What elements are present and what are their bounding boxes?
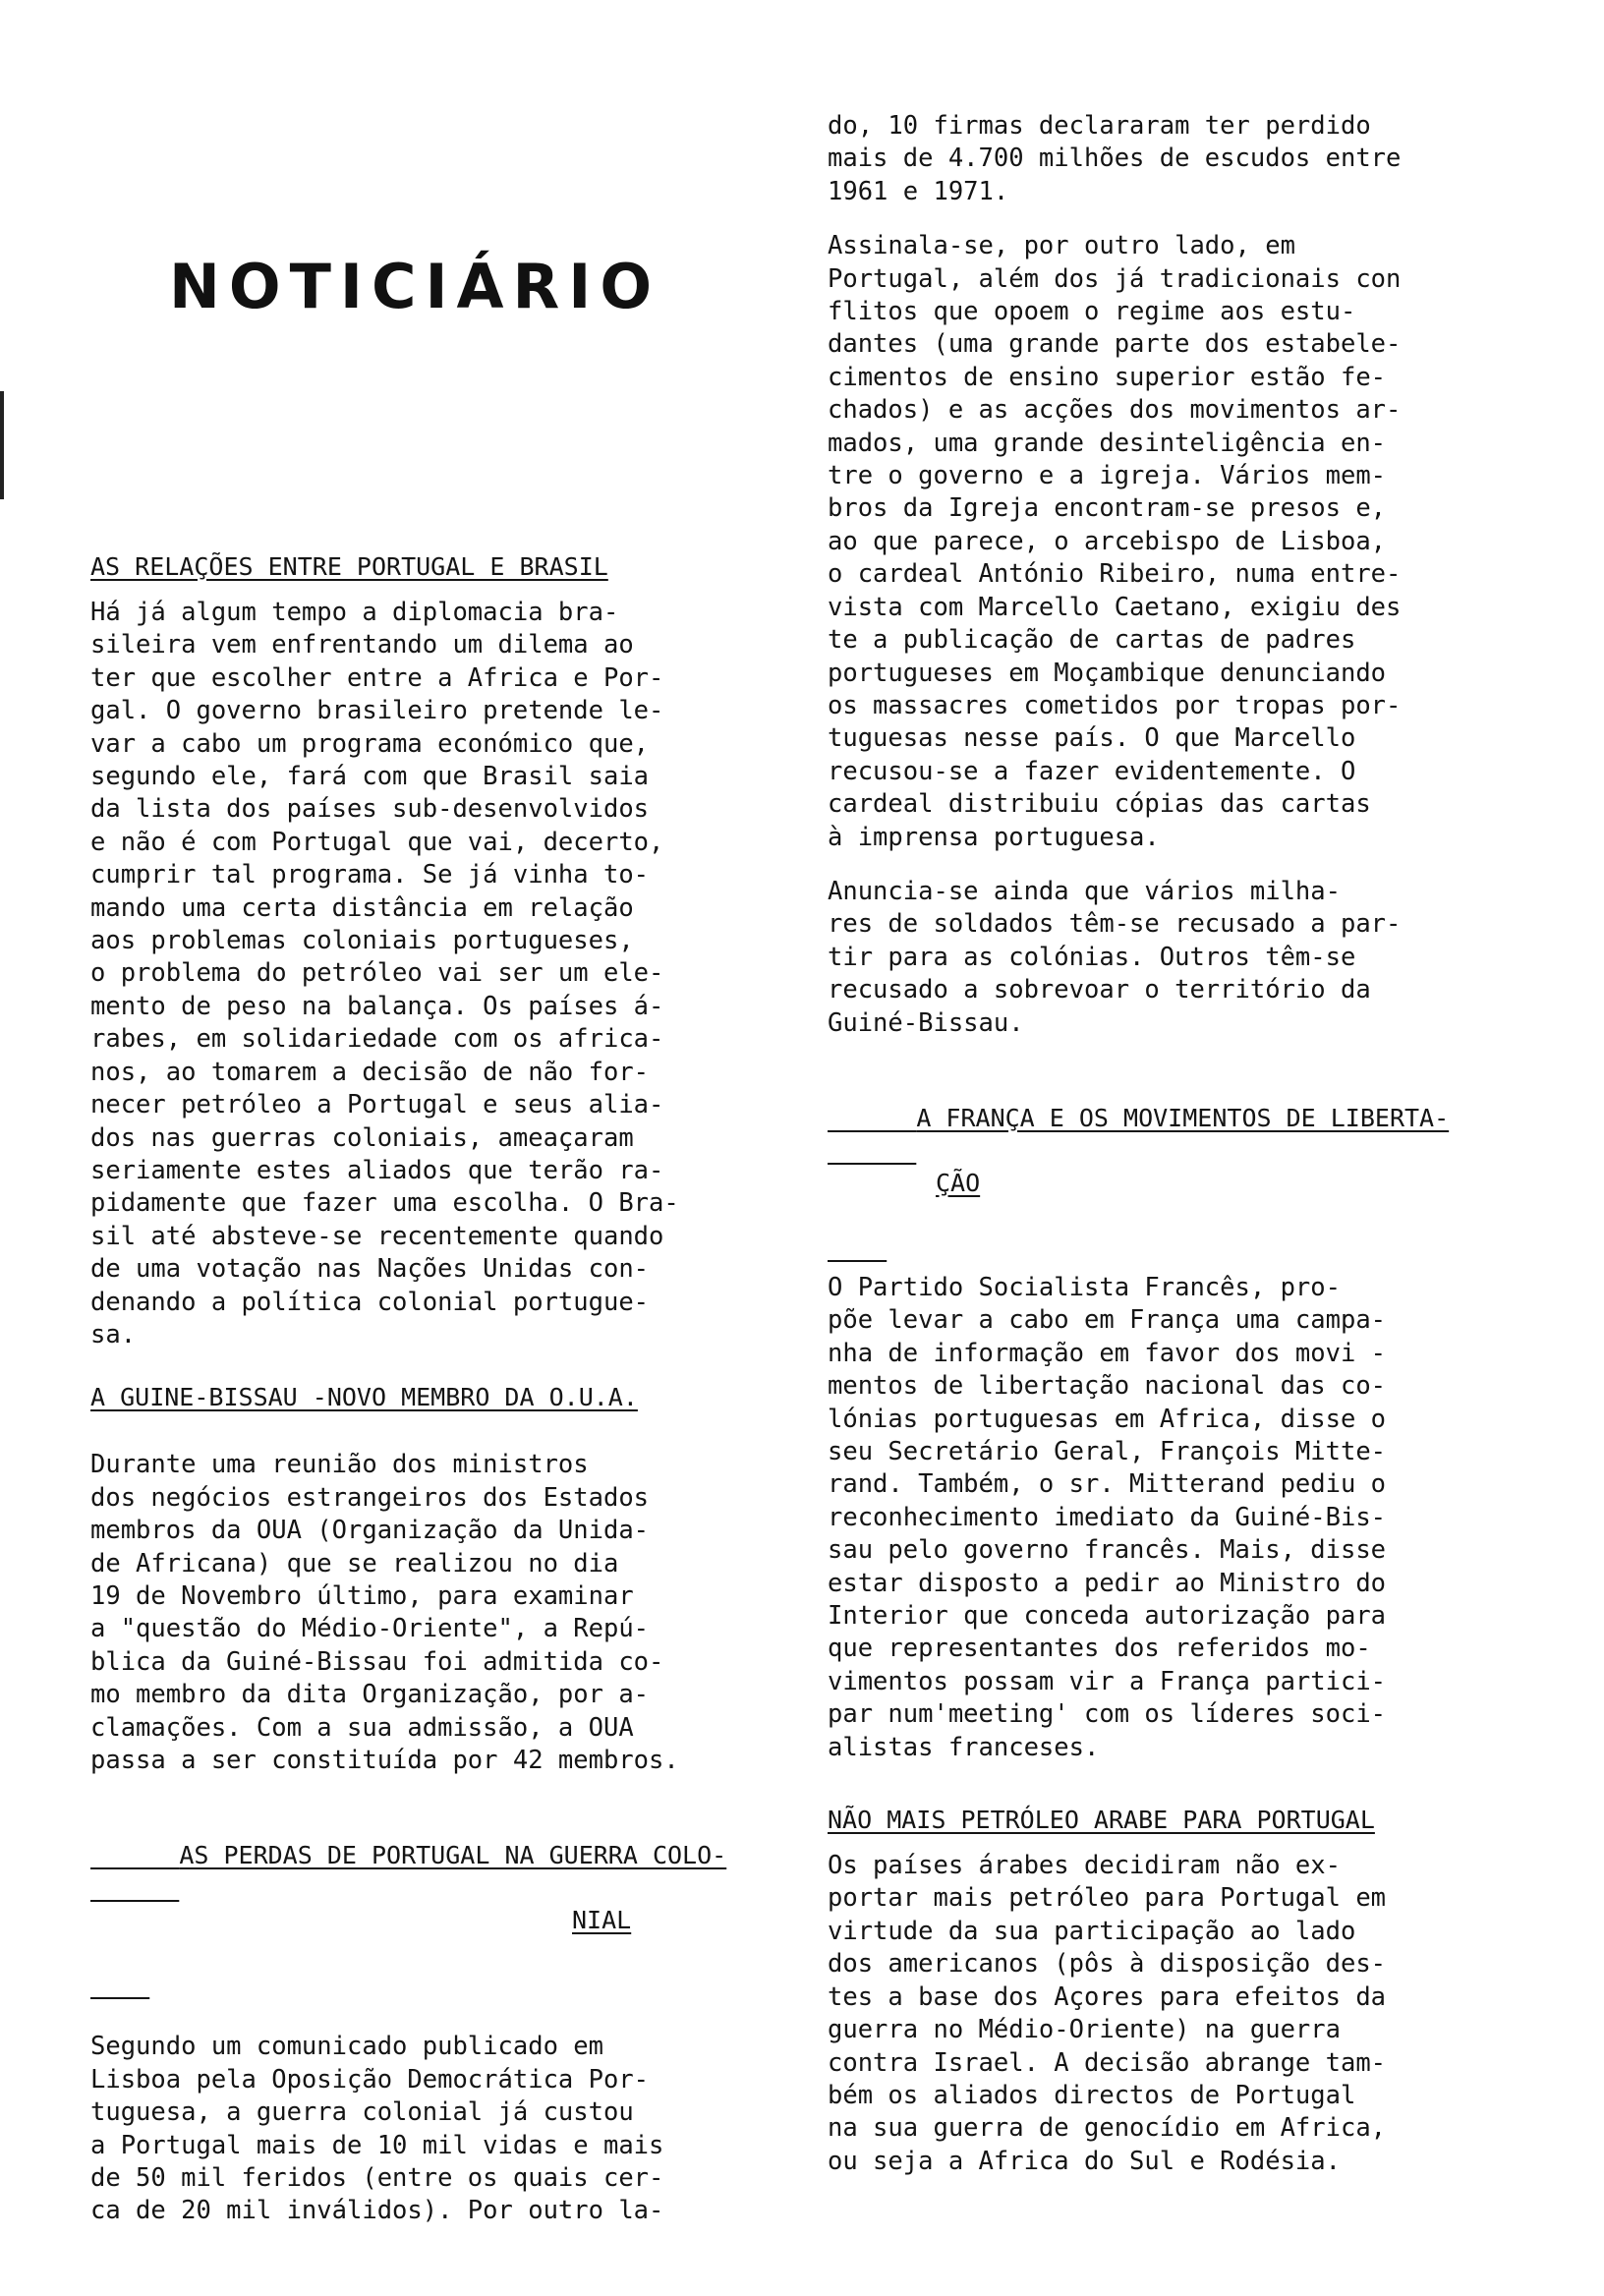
- article-franca-movimentos: [828, 1069, 1506, 1764]
- article-heading: [90, 1807, 769, 2001]
- article-paragraph: Assinala-se, por outro lado, em Portugal, além dos já tradicionais con flitos que opoem o regime aos estu- dantes (uma grande parte dos estabele- cimentos de ensino superior estão fe- chados) e as acções dos movimentos ar- mados, uma grande desinteligência en- tre o governo e a igreja. Vários mem- bros da Igreja encontram-se presos e, ao que parece, o arcebispo de Lisboa, o cardeal António Ribeiro, numa entre- vista com Marcello Caetano, exigiu des te a publicação de cartas de padres portugueses em Moçambique denunciando os massacres cometidos por tropas por- tuguesas nesse país. O que Marcello recusou-se a fazer evidentemente. O cardeal distribuiu cópias das cartas à imprensa portuguesa.: [828, 231, 1402, 852]
- scan-edge-mark: [0, 391, 4, 499]
- article-petroleo-arabe: [828, 1804, 1506, 2178]
- article-paragraph: Segundo um comunicado publicado em Lisboa pela Oposição Democrática Por- tuguesa, a guerra colonial já custou a Portugal mais de 10 mil vidas e mais de 50 mil feridos (entre os quais cer- ca de 20 mil inválidos). Por outro la-: [90, 2032, 664, 2226]
- article-heading: A GUINE-BISSAU -NOVO MEMBRO DA O.U.A.: [90, 1383, 638, 1412]
- article-heading-line1: A FRANÇA E OS MOVIMENTOS DE LIBERTA-: [916, 1103, 1450, 1132]
- article-heading: [828, 1069, 1506, 1264]
- article-perdas-portugal: [90, 1807, 769, 2227]
- article-heading: NÃO MAIS PETRÓLEO ARABE PARA PORTUGAL: [828, 1806, 1375, 1835]
- article-guine-bissau-oua: [90, 1381, 769, 1777]
- article-paragraph: Há já algum tempo a diplomacia bra- sileira vem enfrentando um dilema ao ter que escolher entre a Africa e Por- gal. O governo brasileiro pretende le- var a cabo um programa económico que, segundo ele, fará com que Brasil saia da lista dos países sub-desenvolvidos e não é com Portugal que vai, decerto, cumprir tal programa. Se já vinha to- mando uma certa distância em relação aos problemas coloniais portugueses, o problema do petróleo vai ser um ele- mento de peso na balança. Os países á- rabes, em solidariedade com os africa- nos, ao tomarem a decisão de não for- necer petróleo a Portugal e seus alia- dos nas guerras coloniais, ameaçaram seriamente estes aliados que terão ra- pidamente que fazer uma escolha. O Bra- sil até absteve-se recentemente quando de uma votação nas Nações Unidas con- denando a política colonial portugue- sa.: [90, 598, 679, 1349]
- article-heading-line2: ÇÃO: [936, 1168, 981, 1197]
- left-column: [90, 550, 769, 2228]
- article-heading-line2: NIAL: [572, 1906, 632, 1935]
- right-column: [828, 110, 1506, 2178]
- article-paragraph: Durante uma reunião dos ministros dos negócios estrangeiros dos Estados membros da OUA (Organização da Unida- de Africana) que se realizou no dia 19 de Novembro último, para examinar a "questão do Médio-Oriente", a Repú- blica da Guiné-Bissau foi admitida co- mo membro da dita Organização, por a- clamações. Com a sua admissão, a OUA passa a ser constituída por 42 membros.: [90, 1450, 679, 1775]
- article-paragraph: Os países árabes decidiram não ex- portar mais petróleo para Portugal em virtude da sua participação ao lado dos americanos (pôs à disposição des- tes a base dos Açores para efeitos da guerra no Médio-Oriente) na guerra contra Israel. A decisão abrange tam- bém os aliados directos de Portugal na sua guerra de genocídio em Africa, ou seja a Africa do Sul e Rodésia.: [828, 1851, 1387, 2176]
- article-heading: AS RELAÇÕES ENTRE PORTUGAL E BRASIL: [90, 552, 608, 581]
- article-relacoes-portugal-brasil: [90, 550, 769, 1351]
- article-paragraph: O Partido Socialista Francês, pro- põe levar a cabo em França uma campa- nha de informação em favor dos movi - mentos de libertação nacional das co- lónias portuguesas em Africa, disse o seu Secretário Geral, François Mitte- rand. Também, o sr. Mitterand pediu o reconhecimento imediato da Guiné-Bis- sau pelo governo francês. Mais, disse estar disposto a pedir ao Ministro do Interior que conceda autorização para que representantes dos referidos mo- vimentos possam vir a França partici- par num'meeting' com os líderes soci- alistas franceses.: [828, 1272, 1387, 1762]
- article-perdas-continuacao: [828, 110, 1506, 1040]
- article-paragraph: do, 10 firmas declararam ter perdido mais de 4.700 milhões de escudos entre 1961 e 1971.: [828, 111, 1402, 206]
- article-heading-line1: AS PERDAS DE PORTUGAL NA GUERRA COLO-: [179, 1841, 727, 1870]
- article-paragraph: Anuncia-se ainda que vários milha- res de soldados têm-se recusado a par- tir para as colónias. Outros têm-se recusado a sobrevoar o território da Guiné-Bissau.: [828, 876, 1402, 1038]
- page-title: NOTICIÁRIO: [169, 251, 661, 322]
